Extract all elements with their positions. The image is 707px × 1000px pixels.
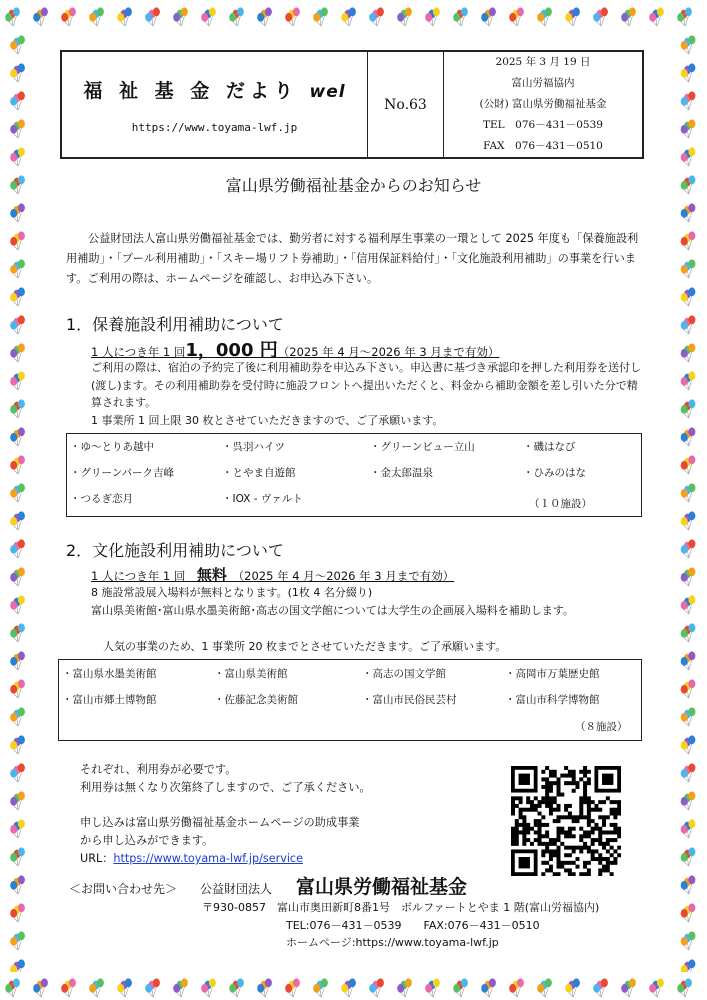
balloon-icon xyxy=(285,978,300,997)
section-2-facility-list xyxy=(58,659,642,741)
balloon-icon xyxy=(681,623,696,642)
balloon-icon xyxy=(10,147,25,166)
balloon-icon xyxy=(621,978,636,997)
balloon-icon xyxy=(681,35,696,54)
section-1-facility-item: ・金太郎温泉 xyxy=(370,467,433,479)
balloon-icon xyxy=(681,763,696,782)
section-1-amount: 1，000 円 xyxy=(185,340,278,361)
balloon-icon xyxy=(369,7,384,26)
section-2-facility-item: ・高岡市万葉歴史館 xyxy=(505,668,600,680)
section-2-body-2: 富山県美術館･富山県水墨美術館･高志の国文学館については大学生の企画展入場料を補助します。 xyxy=(91,604,574,617)
balloon-icon xyxy=(565,978,580,997)
balloon-icon xyxy=(10,91,25,110)
balloon-icon xyxy=(313,7,328,26)
balloon-icon xyxy=(481,978,496,997)
contact-label: ＜お問い合わせ先＞ xyxy=(69,882,178,896)
section-2-facility-item: ・富山市民俗民芸村 xyxy=(362,694,457,706)
balloon-icon xyxy=(593,7,608,26)
section-1-facility-row xyxy=(67,439,641,461)
section-2-facility-item: ・富山県美術館 xyxy=(214,668,288,680)
newsletter-title: 福 祉 基 金 だより wel xyxy=(83,79,346,102)
balloon-icon xyxy=(257,978,272,997)
balloon-icon xyxy=(145,7,160,26)
balloon-icon xyxy=(681,287,696,306)
balloon-icon xyxy=(10,371,25,390)
closing-line-3: 申し込みは富山県労働福祉基金ホームページの助成事業 xyxy=(80,816,360,829)
balloon-icon xyxy=(681,875,696,894)
balloon-icon xyxy=(649,978,664,997)
balloon-icon xyxy=(681,567,696,586)
balloon-icon xyxy=(10,63,25,82)
balloon-icon xyxy=(10,959,25,972)
balloon-icon xyxy=(10,735,25,754)
issue-date: 2025 年 3 月 19 日 xyxy=(495,56,591,68)
section-1-facility-item: ・呉羽ハイツ xyxy=(222,441,285,453)
service-url-link[interactable]: https://www.toyama-lwf.jp/service xyxy=(113,852,303,865)
balloon-icon xyxy=(229,978,244,997)
balloon-icon xyxy=(341,978,356,997)
balloon-icon xyxy=(61,7,76,26)
publisher-info xyxy=(444,52,642,157)
balloon-icon xyxy=(369,978,384,997)
contact-fax: FAX:076－431－0510 xyxy=(423,919,540,932)
balloon-icon xyxy=(681,343,696,362)
contact-tel: TEL:076－431－0539 xyxy=(286,919,402,932)
balloon-icon xyxy=(341,7,356,26)
balloon-icon xyxy=(10,567,25,586)
balloon-icon xyxy=(89,7,104,26)
balloon-icon xyxy=(201,7,216,26)
service-url-line: URL：https://www.toyama-lwf.jp/service xyxy=(80,852,303,865)
closing-notes xyxy=(80,761,371,797)
balloon-icon xyxy=(10,315,25,334)
org-name: 富山県労働福祉基金 xyxy=(296,876,468,898)
section-2-facility-row xyxy=(59,692,641,714)
publisher-tel: TEL 076－431－0539 xyxy=(483,119,603,131)
balloon-icon xyxy=(117,978,132,997)
balloon-icon xyxy=(681,791,696,810)
balloon-icon xyxy=(537,7,552,26)
section-2-facility-item: ・佐藤記念美術館 xyxy=(214,694,298,706)
balloon-icon xyxy=(681,63,696,82)
closing-line-1: それぞれ、利用券が必要です。 xyxy=(80,763,237,776)
balloon-icon xyxy=(509,7,524,26)
section-1-facility-count: （１０施設） xyxy=(529,498,592,510)
balloon-icon xyxy=(681,651,696,670)
balloon-icon xyxy=(681,371,696,390)
balloon-icon xyxy=(10,791,25,810)
section-1-facility-item: ・とやま自遊館 xyxy=(222,467,296,479)
balloon-icon xyxy=(145,978,160,997)
balloon-icon xyxy=(481,7,496,26)
balloon-icon xyxy=(425,978,440,997)
balloon-icon xyxy=(10,511,25,530)
section-2-body-1: 8 施設常設展入場料が無料となります。(1枚 4 名分綴り) xyxy=(91,586,373,599)
balloon-icon xyxy=(681,203,696,222)
balloon-icon xyxy=(10,231,25,250)
balloon-icon xyxy=(681,91,696,110)
balloon-icon xyxy=(681,679,696,698)
balloon-icon xyxy=(681,707,696,726)
section-1-facility-item: ・グリーンパーク吉峰 xyxy=(70,467,175,479)
balloon-icon xyxy=(681,427,696,446)
balloon-icon xyxy=(61,978,76,997)
balloon-icon xyxy=(681,399,696,418)
contact-tel-fax xyxy=(286,917,540,933)
balloon-icon xyxy=(10,483,25,502)
section-2-facility-item: ・富山県水墨美術館 xyxy=(62,668,157,680)
closing-line-2: 利用券は無くなり次第終了しますので、ご了承ください。 xyxy=(80,781,371,794)
section-1-facility-item: ・磯はなび xyxy=(523,441,576,453)
section-1-facility-item: ・ひみのはな xyxy=(523,467,586,479)
balloon-icon xyxy=(10,679,25,698)
balloon-icon xyxy=(649,7,664,26)
balloon-icon xyxy=(10,203,25,222)
balloon-icon xyxy=(681,819,696,838)
publisher-fax: FAX 076－431－0510 xyxy=(483,140,603,152)
qr-code[interactable] xyxy=(511,766,621,876)
section-2-facility-item: ・高志の国文学館 xyxy=(362,668,446,680)
balloon-icon xyxy=(117,7,132,26)
balloon-icon xyxy=(10,819,25,838)
section-1-heading: 1．保養施設利用補助について xyxy=(66,315,284,334)
balloon-icon xyxy=(10,343,25,362)
balloon-icon xyxy=(453,7,468,26)
balloon-icon xyxy=(10,931,25,950)
balloon-icon xyxy=(681,259,696,278)
balloon-icon xyxy=(229,7,244,26)
balloon-icon xyxy=(681,735,696,754)
balloon-icon xyxy=(10,623,25,642)
balloon-icon xyxy=(285,7,300,26)
balloon-icon xyxy=(10,847,25,866)
balloon-icon xyxy=(677,7,692,26)
balloon-icon xyxy=(681,231,696,250)
section-1-subsidy-line: 1 人につき年 1 回1，000 円（2025 年 4 月～2026 年 3 月まで有効） xyxy=(91,340,500,361)
balloon-icon xyxy=(10,707,25,726)
balloon-icon xyxy=(173,978,188,997)
balloon-icon xyxy=(10,539,25,558)
issue-number: No.63 xyxy=(368,52,444,157)
intro-paragraph: 公益財団法人富山県労働福祉基金では、勤労者に対する福利厚生事業の一環として 2025 年度も「保養施設利用補助」・「プール利用補助」・「スキー場リフト券補助」・「信用保証料給付」・「文化施設利用補助」の事業を行います。ご利用の際は、ホームページを確認し、お申込み下さい。 xyxy=(66,232,639,285)
balloon-icon xyxy=(397,978,412,997)
balloon-icon xyxy=(593,978,608,997)
balloon-border-right xyxy=(668,30,707,972)
balloon-icon xyxy=(621,7,636,26)
section-2-heading: 2．文化施設利用補助について xyxy=(66,541,284,560)
balloon-icon xyxy=(565,7,580,26)
balloon-icon xyxy=(201,978,216,997)
balloon-icon xyxy=(681,511,696,530)
balloon-icon xyxy=(681,315,696,334)
balloon-icon xyxy=(257,7,272,26)
section-2-amount: 無料 xyxy=(196,566,227,584)
balloon-icon xyxy=(10,399,25,418)
header-title-block xyxy=(62,52,368,157)
balloon-icon xyxy=(681,847,696,866)
section-2-body-3: 人気の事業のため、1 事業所 20 枚までとさせていただきます。ご了承願います。 xyxy=(103,640,507,653)
balloon-icon xyxy=(537,978,552,997)
balloon-border-top xyxy=(0,0,707,30)
section-1-facility-row xyxy=(67,465,641,487)
section-1-body: ご利用の際は、宿泊の予約完了後に利用補助券を申込み下さい。申込書に基づき承認印を押した利用券を送付し(渡し)ます。その利用補助券を受付時に施設フロントへ提出いただくと、料金から補助金額を差し引いた分で精算されます。 xyxy=(91,361,641,409)
section-1-facility-item: ・つるぎ恋月 xyxy=(70,493,133,505)
balloon-icon xyxy=(681,931,696,950)
balloon-icon xyxy=(33,978,48,997)
contact-homepage[interactable]: ホームページ:https://www.toyama-lwf.jp xyxy=(286,936,499,949)
balloon-icon xyxy=(453,978,468,997)
balloon-icon xyxy=(10,763,25,782)
balloon-icon xyxy=(10,119,25,138)
newsletter-header xyxy=(60,50,644,159)
balloon-icon xyxy=(681,147,696,166)
header-url[interactable]: https://www.toyama-lwf.jp xyxy=(131,120,298,134)
balloon-icon xyxy=(10,651,25,670)
org-prefix: 公益財団法人 xyxy=(200,882,273,896)
balloon-icon xyxy=(33,7,48,26)
balloon-icon xyxy=(10,35,25,54)
balloon-icon xyxy=(681,903,696,922)
balloon-icon xyxy=(173,7,188,26)
publisher-line-2: (公財) 富山県労働福祉基金 xyxy=(479,98,607,110)
balloon-icon xyxy=(5,7,20,26)
section-2-facility-item: ・富山市科学博物館 xyxy=(505,694,600,706)
balloon-icon xyxy=(10,595,25,614)
balloon-icon xyxy=(10,455,25,474)
section-1-facility-item: ・IOX - ヴァルト xyxy=(222,493,303,505)
balloon-icon xyxy=(425,7,440,26)
section-1-facility-item: ・グリーンビュー立山 xyxy=(370,441,475,453)
section-2-facility-row xyxy=(59,666,641,688)
notice-title: 富山県労働福祉基金からのお知らせ xyxy=(225,176,482,195)
balloon-icon xyxy=(509,978,524,997)
section-1-facility-list xyxy=(66,433,642,517)
balloon-icon xyxy=(397,7,412,26)
balloon-icon xyxy=(10,287,25,306)
balloon-icon xyxy=(681,959,696,972)
application-notes xyxy=(80,814,359,868)
balloon-icon xyxy=(10,427,25,446)
section-2-subsidy-line: 1 人につき年 1 回 無料 （2025 年 4 月～2026 年 3 月まで有効） xyxy=(91,566,455,584)
section-1-facility-item: ・ゆ～とりあ越中 xyxy=(70,441,154,453)
balloon-icon xyxy=(5,978,20,997)
balloon-icon xyxy=(681,455,696,474)
balloon-icon xyxy=(681,539,696,558)
balloon-icon xyxy=(10,259,25,278)
balloon-icon xyxy=(681,119,696,138)
balloon-icon xyxy=(10,875,25,894)
balloon-icon xyxy=(681,483,696,502)
balloon-border-bottom xyxy=(0,972,707,1000)
section-1-limit: 1 事業所 1 回上限 30 枚とさせていただきますので、ご了承願います。 xyxy=(91,414,444,427)
closing-line-4: から申し込みができます。 xyxy=(80,834,214,847)
balloon-icon xyxy=(681,595,696,614)
balloon-icon xyxy=(10,903,25,922)
publisher-line-1: 富山労福協内 xyxy=(511,77,575,89)
contact-address: 〒930-0857 富山市奥田新町8番1号 ボルファートとやま 1 階(富山労福協内) xyxy=(202,901,600,914)
balloon-icon xyxy=(677,978,692,997)
balloon-border-left xyxy=(0,30,34,972)
balloon-icon xyxy=(89,978,104,997)
section-2-facility-item: ・富山市郷土博物館 xyxy=(62,694,157,706)
section-2-facility-count: （８施設） xyxy=(575,721,628,733)
balloon-icon xyxy=(313,978,328,997)
